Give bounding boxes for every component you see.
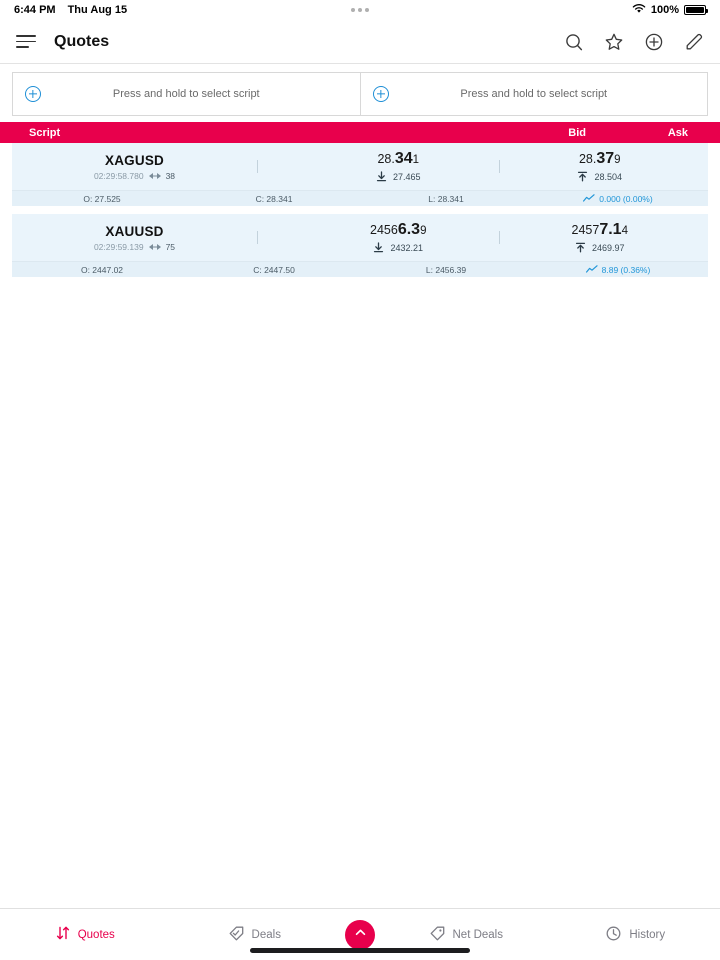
three-dots-icon	[351, 8, 369, 12]
quote-spread: 38	[165, 170, 176, 181]
bid-prev-value: 2432.21	[390, 243, 424, 253]
quote-main-1	[12, 143, 708, 190]
quote-low: L: 28.341	[428, 193, 464, 204]
upload-arrow-icon	[575, 242, 586, 255]
trend-line-icon	[583, 194, 595, 204]
quote-low: L: 2456.39	[425, 264, 467, 275]
quote-subinfo	[94, 242, 175, 252]
table-row[interactable]	[12, 214, 708, 277]
quotes-table-header	[0, 122, 720, 143]
nav-actions	[564, 32, 704, 52]
ask-prev-value: 28.504	[594, 172, 623, 182]
status-right	[632, 3, 706, 17]
quote-change: 8.89 (0.36%)	[601, 264, 651, 275]
column-header-ask: Ask	[667, 126, 688, 139]
quote-bid-prev	[376, 171, 421, 184]
quote-bid-block-1	[258, 150, 499, 184]
tab-net-deals[interactable]	[381, 925, 551, 945]
ask-price-pre: 2457	[571, 222, 600, 237]
quote-time: 02:29:58.780	[93, 170, 144, 181]
quote-footer-1	[12, 190, 708, 206]
quote-change-wrap	[532, 265, 704, 275]
quote-symbol: XAGUSD	[105, 152, 164, 168]
tab-deals[interactable]	[170, 925, 340, 945]
quick-action-button[interactable]	[345, 920, 375, 950]
quote-ask-prev	[577, 171, 622, 184]
quote-bid-block-2	[258, 221, 499, 255]
ask-price-pre: 28.	[578, 151, 597, 166]
battery-icon	[684, 5, 706, 15]
bid-price-post: 1	[412, 153, 420, 166]
quote-ask-prev	[575, 242, 625, 255]
tab-net-deals-label: Net Deals	[452, 928, 503, 941]
quote-spread: 75	[165, 241, 176, 252]
tab-deals-label: Deals	[251, 928, 281, 941]
status-time: 6:44 PM	[14, 4, 56, 16]
spread-arrows-icon	[149, 242, 161, 251]
ask-price-big: 37	[596, 149, 615, 167]
bid-price-post: 9	[420, 224, 427, 237]
search-icon[interactable]	[564, 32, 584, 52]
bid-prev-value: 27.465	[392, 172, 421, 182]
quote-ask-price	[579, 150, 621, 168]
quote-ask-price	[572, 221, 628, 239]
ask-price-post: 4	[621, 224, 628, 237]
tag-check-icon	[228, 925, 245, 945]
quote-open: O: 2447.02	[80, 264, 124, 275]
chevron-up-icon	[353, 925, 368, 945]
quote-bid-price	[377, 150, 419, 168]
bid-price-pre: 28.	[377, 151, 395, 166]
script-selector-1[interactable]	[12, 72, 360, 116]
quotes-list	[0, 143, 720, 277]
edit-pencil-icon[interactable]	[684, 32, 704, 52]
hamburger-menu-icon[interactable]	[16, 35, 36, 48]
status-date: Thu Aug 15	[67, 4, 128, 16]
tab-history[interactable]	[551, 925, 720, 945]
column-header-bid: Bid	[568, 126, 586, 139]
bid-price-big: 6.3	[397, 220, 421, 238]
script-selector-2[interactable]	[360, 72, 709, 116]
quote-time: 02:29:59.139	[93, 241, 144, 252]
ask-price-post: 9	[614, 153, 621, 166]
trend-line-icon	[586, 265, 598, 275]
battery-percent: 100%	[650, 4, 679, 16]
script-selector-1-placeholder: Press and hold to select script	[112, 88, 260, 100]
navigation-bar	[0, 20, 720, 64]
tab-quotes[interactable]	[0, 925, 170, 944]
quote-symbol-block-2	[12, 224, 257, 252]
script-selector-2-placeholder: Press and hold to select script	[460, 88, 608, 100]
add-circle-icon[interactable]	[644, 32, 664, 52]
table-row[interactable]	[12, 143, 708, 206]
ask-prev-value: 2469.97	[591, 243, 625, 253]
home-indicator	[250, 948, 470, 953]
quote-ask-block-1	[500, 150, 709, 184]
updown-arrows-icon	[55, 925, 71, 944]
quote-open: O: 27.525	[83, 193, 121, 204]
quote-close: C: 2447.50	[253, 264, 295, 275]
quote-bid-prev	[373, 242, 423, 255]
quote-change: 0.000 (0.00%)	[599, 193, 653, 204]
quote-subinfo	[94, 171, 175, 181]
upload-arrow-icon	[577, 171, 588, 184]
quote-ask-block-2	[500, 221, 709, 255]
tag-icon	[429, 925, 446, 945]
column-header-script: Script	[29, 126, 61, 139]
quote-symbol: XAUUSD	[105, 223, 164, 239]
status-left	[14, 4, 127, 16]
tab-history-label: History	[629, 928, 666, 941]
quote-bid-price	[370, 221, 426, 239]
bid-price-pre: 2456	[370, 222, 398, 237]
tab-quotes-label: Quotes	[77, 928, 115, 941]
quote-main-2	[12, 214, 708, 261]
clock-history-icon	[605, 925, 622, 945]
quote-close: C: 28.341	[255, 193, 293, 204]
quote-symbol-block-1	[12, 153, 257, 181]
quote-footer-2	[12, 261, 708, 277]
status-bar	[0, 0, 720, 20]
quote-change-wrap	[532, 194, 704, 204]
star-icon[interactable]	[604, 32, 624, 52]
download-arrow-icon	[376, 171, 387, 184]
page-title: Quotes	[54, 32, 110, 50]
spread-arrows-icon	[149, 171, 161, 180]
wifi-icon	[632, 3, 646, 17]
ask-price-big: 7.1	[599, 220, 622, 238]
bid-price-big: 34	[394, 149, 413, 167]
download-arrow-icon	[373, 242, 384, 255]
script-selector-row	[0, 64, 720, 122]
